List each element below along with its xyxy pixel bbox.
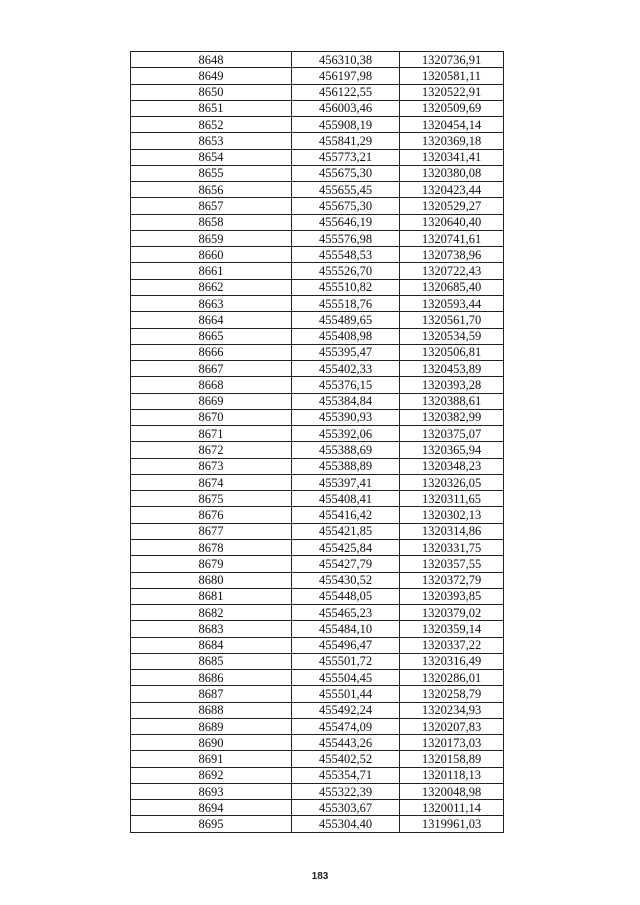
table-row — [131, 442, 504, 458]
x-coordinate-cell: 455492,24 — [292, 702, 400, 718]
point-number-cell: 8695 — [131, 816, 292, 832]
y-coordinate-cell: 1320348,23 — [400, 458, 504, 474]
x-coordinate-cell: 455376,15 — [292, 377, 400, 393]
point-number-cell: 8683 — [131, 621, 292, 637]
table-row — [131, 409, 504, 425]
point-number-cell: 8657 — [131, 198, 292, 214]
point-number-cell: 8667 — [131, 361, 292, 377]
point-number-cell: 8654 — [131, 149, 292, 165]
x-coordinate-cell: 455408,41 — [292, 491, 400, 507]
table-row — [131, 312, 504, 328]
y-coordinate-cell: 1320314,86 — [400, 523, 504, 539]
point-number-cell: 8653 — [131, 133, 292, 149]
table-row — [131, 377, 504, 393]
x-coordinate-cell: 455465,23 — [292, 605, 400, 621]
x-coordinate-cell: 455395,47 — [292, 344, 400, 360]
table-row — [131, 149, 504, 165]
point-number-cell: 8650 — [131, 84, 292, 100]
x-coordinate-cell: 455773,21 — [292, 149, 400, 165]
y-coordinate-cell: 1320593,44 — [400, 295, 504, 311]
table-row — [131, 458, 504, 474]
x-coordinate-cell: 455501,72 — [292, 653, 400, 669]
x-coordinate-cell: 455392,06 — [292, 426, 400, 442]
y-coordinate-cell: 1320379,02 — [400, 605, 504, 621]
table-row — [131, 605, 504, 621]
point-number-cell: 8687 — [131, 686, 292, 702]
y-coordinate-cell: 1320369,18 — [400, 133, 504, 149]
table-row — [131, 767, 504, 783]
table-row — [131, 637, 504, 653]
y-coordinate-cell: 1320207,83 — [400, 718, 504, 734]
point-number-cell: 8691 — [131, 751, 292, 767]
y-coordinate-cell: 1319961,03 — [400, 816, 504, 832]
point-number-cell: 8672 — [131, 442, 292, 458]
x-coordinate-cell: 455518,76 — [292, 295, 400, 311]
y-coordinate-cell: 1320581,11 — [400, 68, 504, 84]
x-coordinate-cell: 455474,09 — [292, 718, 400, 734]
y-coordinate-cell: 1320326,05 — [400, 474, 504, 490]
x-coordinate-cell: 455675,30 — [292, 165, 400, 181]
x-coordinate-cell: 455504,45 — [292, 670, 400, 686]
y-coordinate-cell: 1320741,61 — [400, 230, 504, 246]
table-row — [131, 588, 504, 604]
y-coordinate-cell: 1320685,40 — [400, 279, 504, 295]
y-coordinate-cell: 1320722,43 — [400, 263, 504, 279]
y-coordinate-cell: 1320453,89 — [400, 361, 504, 377]
coordinates-table — [130, 51, 504, 833]
point-number-cell: 8693 — [131, 783, 292, 799]
point-number-cell: 8670 — [131, 409, 292, 425]
table-row — [131, 621, 504, 637]
table-row — [131, 263, 504, 279]
y-coordinate-cell: 1320258,79 — [400, 686, 504, 702]
y-coordinate-cell: 1320316,49 — [400, 653, 504, 669]
point-number-cell: 8689 — [131, 718, 292, 734]
table-row — [131, 718, 504, 734]
table-row — [131, 133, 504, 149]
point-number-cell: 8686 — [131, 670, 292, 686]
point-number-cell: 8679 — [131, 556, 292, 572]
table-row — [131, 198, 504, 214]
table-row — [131, 393, 504, 409]
point-number-cell: 8664 — [131, 312, 292, 328]
y-coordinate-cell: 1320158,89 — [400, 751, 504, 767]
point-number-cell: 8685 — [131, 653, 292, 669]
table-row — [131, 702, 504, 718]
point-number-cell: 8659 — [131, 230, 292, 246]
x-coordinate-cell: 455388,89 — [292, 458, 400, 474]
y-coordinate-cell: 1320738,96 — [400, 247, 504, 263]
table-row — [131, 117, 504, 133]
x-coordinate-cell: 455430,52 — [292, 572, 400, 588]
x-coordinate-cell: 455448,05 — [292, 588, 400, 604]
point-number-cell: 8684 — [131, 637, 292, 653]
y-coordinate-cell: 1320388,61 — [400, 393, 504, 409]
y-coordinate-cell: 1320522,91 — [400, 84, 504, 100]
x-coordinate-cell: 455489,65 — [292, 312, 400, 328]
y-coordinate-cell: 1320311,65 — [400, 491, 504, 507]
point-number-cell: 8681 — [131, 588, 292, 604]
table-row — [131, 507, 504, 523]
x-coordinate-cell: 455496,47 — [292, 637, 400, 653]
y-coordinate-cell: 1320365,94 — [400, 442, 504, 458]
y-coordinate-cell: 1320393,85 — [400, 588, 504, 604]
table-row — [131, 361, 504, 377]
point-number-cell: 8666 — [131, 344, 292, 360]
x-coordinate-cell: 455443,26 — [292, 735, 400, 751]
y-coordinate-cell: 1320234,93 — [400, 702, 504, 718]
x-coordinate-cell: 455402,52 — [292, 751, 400, 767]
x-coordinate-cell: 456310,38 — [292, 52, 400, 68]
point-number-cell: 8663 — [131, 295, 292, 311]
point-number-cell: 8661 — [131, 263, 292, 279]
y-coordinate-cell: 1320380,08 — [400, 165, 504, 181]
x-coordinate-cell: 455427,79 — [292, 556, 400, 572]
point-number-cell: 8677 — [131, 523, 292, 539]
point-number-cell: 8648 — [131, 52, 292, 68]
y-coordinate-cell: 1320393,28 — [400, 377, 504, 393]
y-coordinate-cell: 1320372,79 — [400, 572, 504, 588]
table-row — [131, 182, 504, 198]
point-number-cell: 8682 — [131, 605, 292, 621]
y-coordinate-cell: 1320359,14 — [400, 621, 504, 637]
point-number-cell: 8671 — [131, 426, 292, 442]
y-coordinate-cell: 1320506,81 — [400, 344, 504, 360]
table-row — [131, 816, 504, 832]
x-coordinate-cell: 455501,44 — [292, 686, 400, 702]
x-coordinate-cell: 455425,84 — [292, 539, 400, 555]
x-coordinate-cell: 455526,70 — [292, 263, 400, 279]
table-row — [131, 653, 504, 669]
point-number-cell: 8652 — [131, 117, 292, 133]
x-coordinate-cell: 455841,29 — [292, 133, 400, 149]
x-coordinate-cell: 455402,33 — [292, 361, 400, 377]
table-row — [131, 247, 504, 263]
table-row — [131, 474, 504, 490]
y-coordinate-cell: 1320454,14 — [400, 117, 504, 133]
point-number-cell: 8665 — [131, 328, 292, 344]
x-coordinate-cell: 455484,10 — [292, 621, 400, 637]
table-row — [131, 344, 504, 360]
y-coordinate-cell: 1320286,01 — [400, 670, 504, 686]
table-row — [131, 670, 504, 686]
table-row — [131, 783, 504, 799]
point-number-cell: 8680 — [131, 572, 292, 588]
x-coordinate-cell: 455416,42 — [292, 507, 400, 523]
x-coordinate-cell: 455646,19 — [292, 214, 400, 230]
x-coordinate-cell: 455303,67 — [292, 800, 400, 816]
y-coordinate-cell: 1320331,75 — [400, 539, 504, 555]
point-number-cell: 8676 — [131, 507, 292, 523]
x-coordinate-cell: 455384,84 — [292, 393, 400, 409]
x-coordinate-cell: 456003,46 — [292, 100, 400, 116]
x-coordinate-cell: 455304,40 — [292, 816, 400, 832]
table-row — [131, 295, 504, 311]
x-coordinate-cell: 456122,55 — [292, 84, 400, 100]
point-number-cell: 8658 — [131, 214, 292, 230]
table-row — [131, 572, 504, 588]
table-row — [131, 426, 504, 442]
y-coordinate-cell: 1320173,03 — [400, 735, 504, 751]
point-number-cell: 8656 — [131, 182, 292, 198]
x-coordinate-cell: 455576,98 — [292, 230, 400, 246]
y-coordinate-cell: 1320011,14 — [400, 800, 504, 816]
y-coordinate-cell: 1320357,55 — [400, 556, 504, 572]
x-coordinate-cell: 455388,69 — [292, 442, 400, 458]
y-coordinate-cell: 1320302,13 — [400, 507, 504, 523]
point-number-cell: 8688 — [131, 702, 292, 718]
table-row — [131, 751, 504, 767]
page-number: 183 — [311, 871, 329, 882]
point-number-cell: 8692 — [131, 767, 292, 783]
point-number-cell: 8669 — [131, 393, 292, 409]
x-coordinate-cell: 455421,85 — [292, 523, 400, 539]
point-number-cell: 8690 — [131, 735, 292, 751]
point-number-cell: 8649 — [131, 68, 292, 84]
x-coordinate-cell: 455322,39 — [292, 783, 400, 799]
table-row — [131, 100, 504, 116]
x-coordinate-cell: 455390,93 — [292, 409, 400, 425]
x-coordinate-cell: 456197,98 — [292, 68, 400, 84]
x-coordinate-cell: 455397,41 — [292, 474, 400, 490]
x-coordinate-cell: 455510,82 — [292, 279, 400, 295]
y-coordinate-cell: 1320534,59 — [400, 328, 504, 344]
y-coordinate-cell: 1320423,44 — [400, 182, 504, 198]
point-number-cell: 8674 — [131, 474, 292, 490]
table-row — [131, 523, 504, 539]
table-row — [131, 165, 504, 181]
y-coordinate-cell: 1320118,13 — [400, 767, 504, 783]
point-number-cell: 8651 — [131, 100, 292, 116]
table-row — [131, 84, 504, 100]
x-coordinate-cell: 455548,53 — [292, 247, 400, 263]
y-coordinate-cell: 1320048,98 — [400, 783, 504, 799]
table-row — [131, 68, 504, 84]
point-number-cell: 8660 — [131, 247, 292, 263]
y-coordinate-cell: 1320509,69 — [400, 100, 504, 116]
table-row — [131, 328, 504, 344]
table-row — [131, 539, 504, 555]
table-row — [131, 556, 504, 572]
point-number-cell: 8668 — [131, 377, 292, 393]
y-coordinate-cell: 1320375,07 — [400, 426, 504, 442]
x-coordinate-cell: 455655,45 — [292, 182, 400, 198]
x-coordinate-cell: 455675,30 — [292, 198, 400, 214]
point-number-cell: 8675 — [131, 491, 292, 507]
y-coordinate-cell: 1320640,40 — [400, 214, 504, 230]
table-row — [131, 491, 504, 507]
y-coordinate-cell: 1320337,22 — [400, 637, 504, 653]
table-row — [131, 230, 504, 246]
table-row — [131, 52, 504, 68]
table-row — [131, 800, 504, 816]
x-coordinate-cell: 455908,19 — [292, 117, 400, 133]
table-row — [131, 735, 504, 751]
coordinates-table-body — [131, 52, 504, 833]
point-number-cell: 8655 — [131, 165, 292, 181]
table-row — [131, 686, 504, 702]
x-coordinate-cell: 455354,71 — [292, 767, 400, 783]
point-number-cell: 8673 — [131, 458, 292, 474]
y-coordinate-cell: 1320341,41 — [400, 149, 504, 165]
y-coordinate-cell: 1320382,99 — [400, 409, 504, 425]
point-number-cell: 8662 — [131, 279, 292, 295]
point-number-cell: 8678 — [131, 539, 292, 555]
table-row — [131, 214, 504, 230]
y-coordinate-cell: 1320561,70 — [400, 312, 504, 328]
point-number-cell: 8694 — [131, 800, 292, 816]
x-coordinate-cell: 455408,98 — [292, 328, 400, 344]
y-coordinate-cell: 1320529,27 — [400, 198, 504, 214]
table-row — [131, 279, 504, 295]
y-coordinate-cell: 1320736,91 — [400, 52, 504, 68]
